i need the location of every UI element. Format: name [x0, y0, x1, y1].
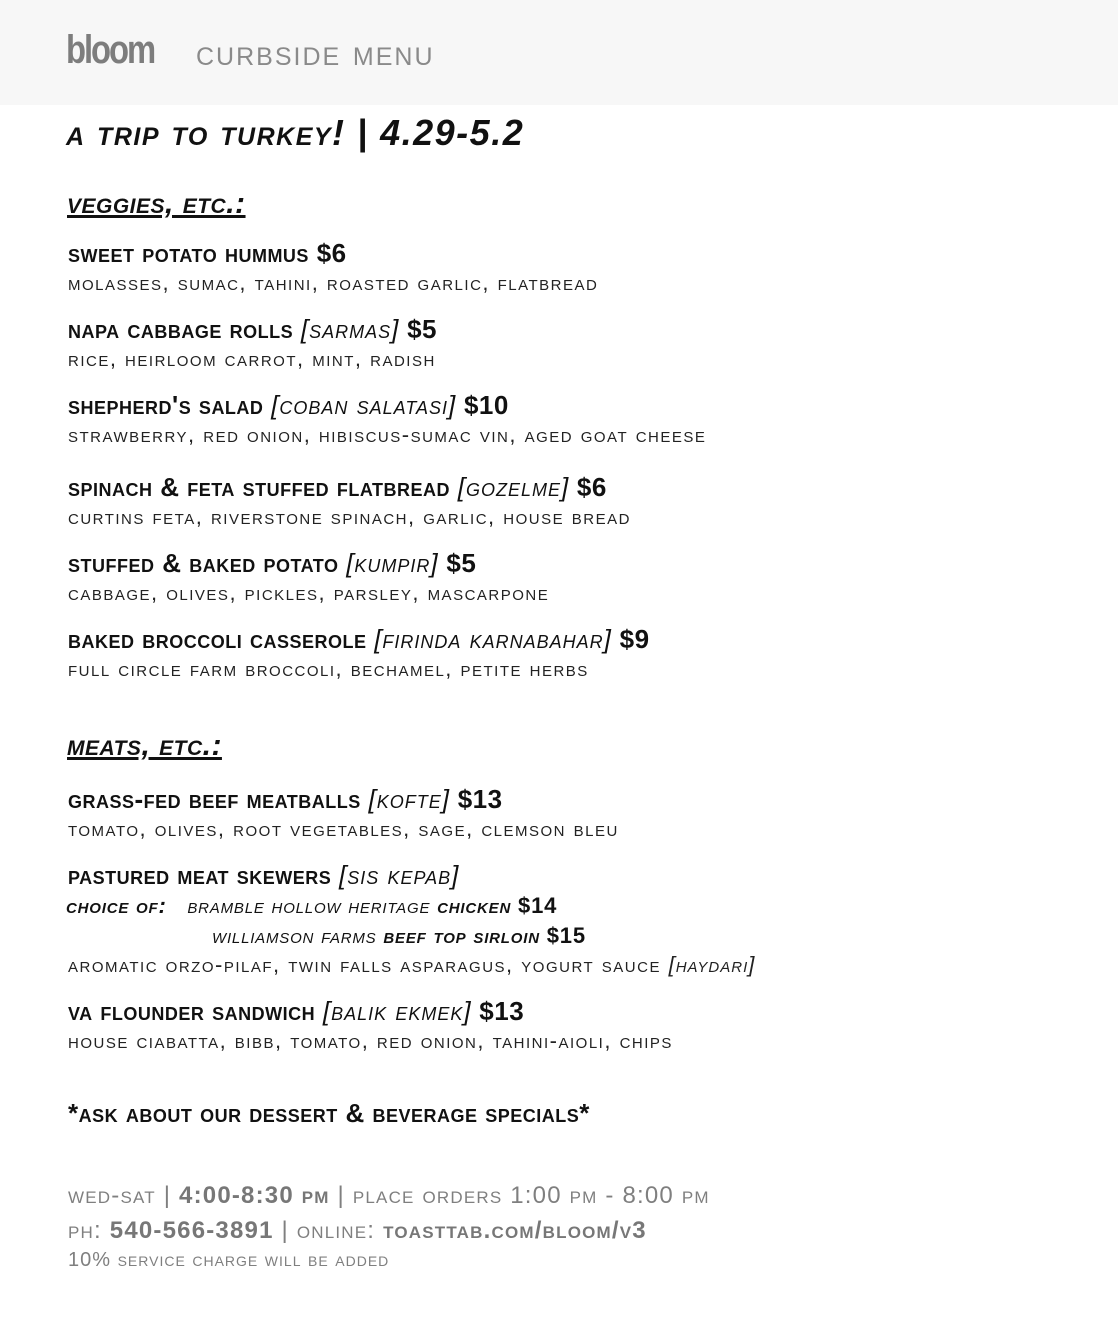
- menu-item: [68, 995, 673, 1055]
- item-name: baked broccoli casserole: [68, 624, 367, 654]
- item-price: $10: [463, 390, 509, 420]
- item-name: sweet potato hummus: [68, 238, 309, 268]
- menu-item: [68, 783, 619, 843]
- specials-notice: *ask about our dessert & beverage specials*: [68, 1098, 590, 1128]
- item-price: $5: [446, 548, 477, 578]
- item-alt-name: [firinda karnabahar]: [374, 624, 612, 654]
- online-order-link[interactable]: toasttab.com/bloom/v3: [383, 1217, 647, 1244]
- hours-line: [68, 1182, 710, 1210]
- item-alt-name: [kumpir]: [346, 548, 439, 578]
- item-title: [68, 313, 437, 345]
- item-title: [68, 859, 755, 891]
- item-description: molasses, sumac, tahini, roasted garlic, flatbread: [68, 270, 599, 295]
- item-description: [68, 951, 755, 979]
- item-price: $9: [619, 624, 650, 654]
- section-heading-meats: meats, etc.:: [67, 729, 222, 762]
- item-alt-name: [kofte]: [368, 784, 450, 814]
- option-protein: beef top sirloin: [383, 923, 540, 948]
- contact-line: [68, 1217, 647, 1245]
- menu-item: [68, 313, 437, 373]
- item-title: [68, 783, 619, 815]
- item-description: rice, heirloom carrot, mint, radish: [68, 346, 436, 371]
- item-name: stuffed & baked potato: [68, 548, 339, 578]
- item-title: [68, 471, 631, 503]
- section-heading-veggies: veggies, etc.:: [67, 187, 246, 220]
- item-description: strawberry, red onion, hibiscus-sumac vin, aged goat cheese: [68, 422, 707, 447]
- choice-label: choice of:: [66, 893, 167, 918]
- item-description: house ciabatta, bibb, tomato, red onion, tahini-aioli, chips: [68, 1028, 673, 1053]
- item-name: shepherd's salad: [68, 390, 264, 420]
- header-band: [0, 0, 1118, 105]
- item-description: curtins feta, riverstone spinach, garlic, house bread: [68, 504, 631, 529]
- item-title: [68, 389, 706, 421]
- item-description-alt: [haydari]: [668, 952, 756, 977]
- item-title: [68, 237, 598, 269]
- item-price: $13: [479, 996, 525, 1026]
- item-name: napa cabbage rolls: [68, 314, 294, 344]
- item-description-text: aromatic orzo-pilaf, twin falls asparagus, yogurt sauce: [68, 952, 661, 977]
- hours: 4:00-8:30 pm: [179, 1182, 330, 1209]
- item-name: spinach & feta stuffed flatbread: [68, 472, 450, 502]
- option-price: $15: [546, 923, 586, 948]
- item-alt-name: [sis kepab]: [339, 860, 460, 890]
- item-alt-name: [gozelme]: [457, 472, 570, 502]
- service-charge-note: 10% service charge will be added: [68, 1249, 390, 1271]
- item-name: va flounder sandwich: [68, 996, 316, 1026]
- menu-item: [68, 471, 631, 531]
- menu-item: [68, 237, 598, 297]
- item-alt-name: [coban salatasi]: [271, 390, 457, 420]
- item-alt-name: [sarmas]: [300, 314, 400, 344]
- option-source: bramble hollow heritage: [187, 893, 431, 918]
- item-name: pastured meat skewers: [68, 860, 332, 890]
- item-price: $5: [407, 314, 437, 344]
- order-hours: | place orders 1:00 pm - 8:00 pm: [337, 1182, 710, 1209]
- option-source: williamson farms: [212, 923, 377, 948]
- skewer-option-1: [68, 891, 755, 921]
- item-price: $6: [316, 238, 347, 268]
- item-price: $13: [457, 784, 503, 814]
- item-description: tomato, olives, root vegetables, sage, clemson bleu: [68, 816, 619, 841]
- phone-label: ph:: [68, 1217, 102, 1244]
- skewer-option-2: [68, 921, 755, 951]
- menu-item: [68, 547, 549, 607]
- option-protein: chicken: [437, 893, 512, 918]
- online-label: | online:: [281, 1217, 376, 1244]
- menu-item: [68, 623, 650, 683]
- item-price: $6: [576, 472, 607, 502]
- item-title: [68, 995, 673, 1027]
- brand-logo: bloom: [66, 28, 155, 72]
- item-name: grass-fed beef meatballs: [68, 784, 361, 814]
- days: wed-sat |: [68, 1182, 172, 1209]
- menu-item: [68, 389, 706, 449]
- item-description: cabbage, olives, pickles, parsley, mascarpone: [68, 580, 550, 605]
- option-price: $14: [518, 893, 558, 918]
- header-title: curbside menu: [196, 34, 435, 73]
- item-alt-name: [balik ekmek]: [322, 996, 472, 1026]
- menu-item: [68, 859, 755, 979]
- phone-link[interactable]: 540-566-3891: [109, 1217, 274, 1244]
- item-description: full circle farm broccoli, bechamel, petite herbs: [68, 656, 589, 681]
- menu-title: a trip to turkey! | 4.29-5.2: [66, 112, 525, 153]
- item-title: [68, 547, 549, 579]
- item-title: [68, 623, 650, 655]
